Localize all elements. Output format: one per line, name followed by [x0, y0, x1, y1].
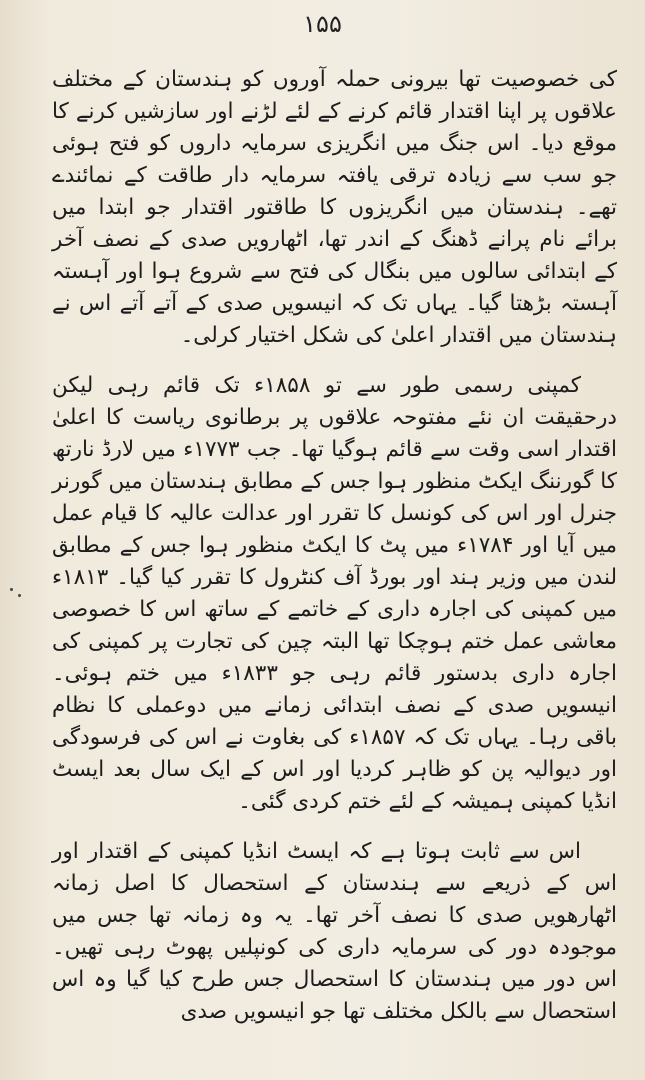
paragraph-3: اس سے ثابت ہوتا ہے کہ ایسٹ انڈیا کمپنی کے اقتدار اور اس کے ذریعے سے ہندستان کے استحصال کا اصل زمانہ اٹھارھویں صدی کا نصف آخر تھا۔ یہ وہ زمانہ تھا جس میں موجودہ دور کی سرمایہ داری کی کونپلیں پھوٹ رہی تھیں۔ اس دور میں ہندستان کا استحصال جس طرح کیا گیا وہ اس استحصال سے بالکل مختلف تھا جو انیسویں صدی — [52, 839, 617, 1024]
margin-marks — [10, 588, 24, 602]
paragraph-2: کمپنی رسمی طور سے تو ۱۸۵۸ء تک قائم رہی لیکن درحقیقت ان نئے مفتوحہ علاقوں پر برطانوی ریاست کا اعلیٰ اقتدار اسی وقت سے قائم ہوگیا تھا۔ جب ۱۷۷۳ء میں لارڈ نارتھ کا گورننگ ایکٹ منظور ہوا جس کے مطابق ہندستان میں گورنر جنرل اور اس کی کونسل کا تقرر اور عدالت عالیہ کا قیام عمل میں آیا اور ۱۷۸۴ء میں پٹ کا ایکٹ منظور ہوا جس کے مطابق لندن میں وزیر ہند اور بورڈ آف کنٹرول کا تقرر کیا گیا۔ ۱۸۱۳ء میں کمپنی کی اجارہ داری کے خاتمے کے ساتھ اس کا خصوصی معاشی عمل ختم ہوچکا تھا البتہ چین کی تجارت پر کمپنی کی اجارہ داری بدستور قائم رہی جو ۱۸۳۳ء میں ختم ہوئی۔ انیسویں صدی کے نصف ابتدائی زمانے میں دوعملی کا نظام باقی رہا۔ یہاں تک کہ ۱۸۵۷ء کی بغاوت نے اس کی فرسودگی اور دیوالیہ پن کو ظاہر کردیا اور اس کے ایک سال بعد ایسٹ انڈیا کمپنی ہمیشہ کے لئے ختم کردی گئی۔ — [52, 373, 618, 814]
page-number: ۱۵۵ — [303, 10, 342, 38]
margin-dot — [18, 594, 21, 597]
paragraph-1: کی خصوصیت تھا بیرونی حملہ آوروں کو ہندستان کے مختلف علاقوں پر اپنا اقتدار قائم کرنے کے لئے لڑنے اور سازشیں کرنے کا موقع دیا۔ اس جنگ میں انگریزی سرمایہ داروں کو فتح ہوئی جو سب سے زیادہ ترقی یافتہ سرمایہ دار طاقت کے نمائندے تھے۔ ہندستان میں انگریزوں کا طاقتور اقتدار جو ابتدا میں برائے نام پرانے ڈھنگ کے اندر تھا، اٹھارویں صدی کے نصف آخر کے ابتدائی سالوں میں بنگال کی فتح سے شروع ہوا اور آہستہ آہستہ بڑھتا گیا۔ یہاں تک کہ انیسویں صدی کے آتے آتے اس نے ہندستان میں اقتدار اعلیٰ کی شکل اختیار کرلی۔ — [52, 67, 617, 348]
margin-dot — [10, 588, 13, 591]
body-text — [52, 64, 617, 1028]
